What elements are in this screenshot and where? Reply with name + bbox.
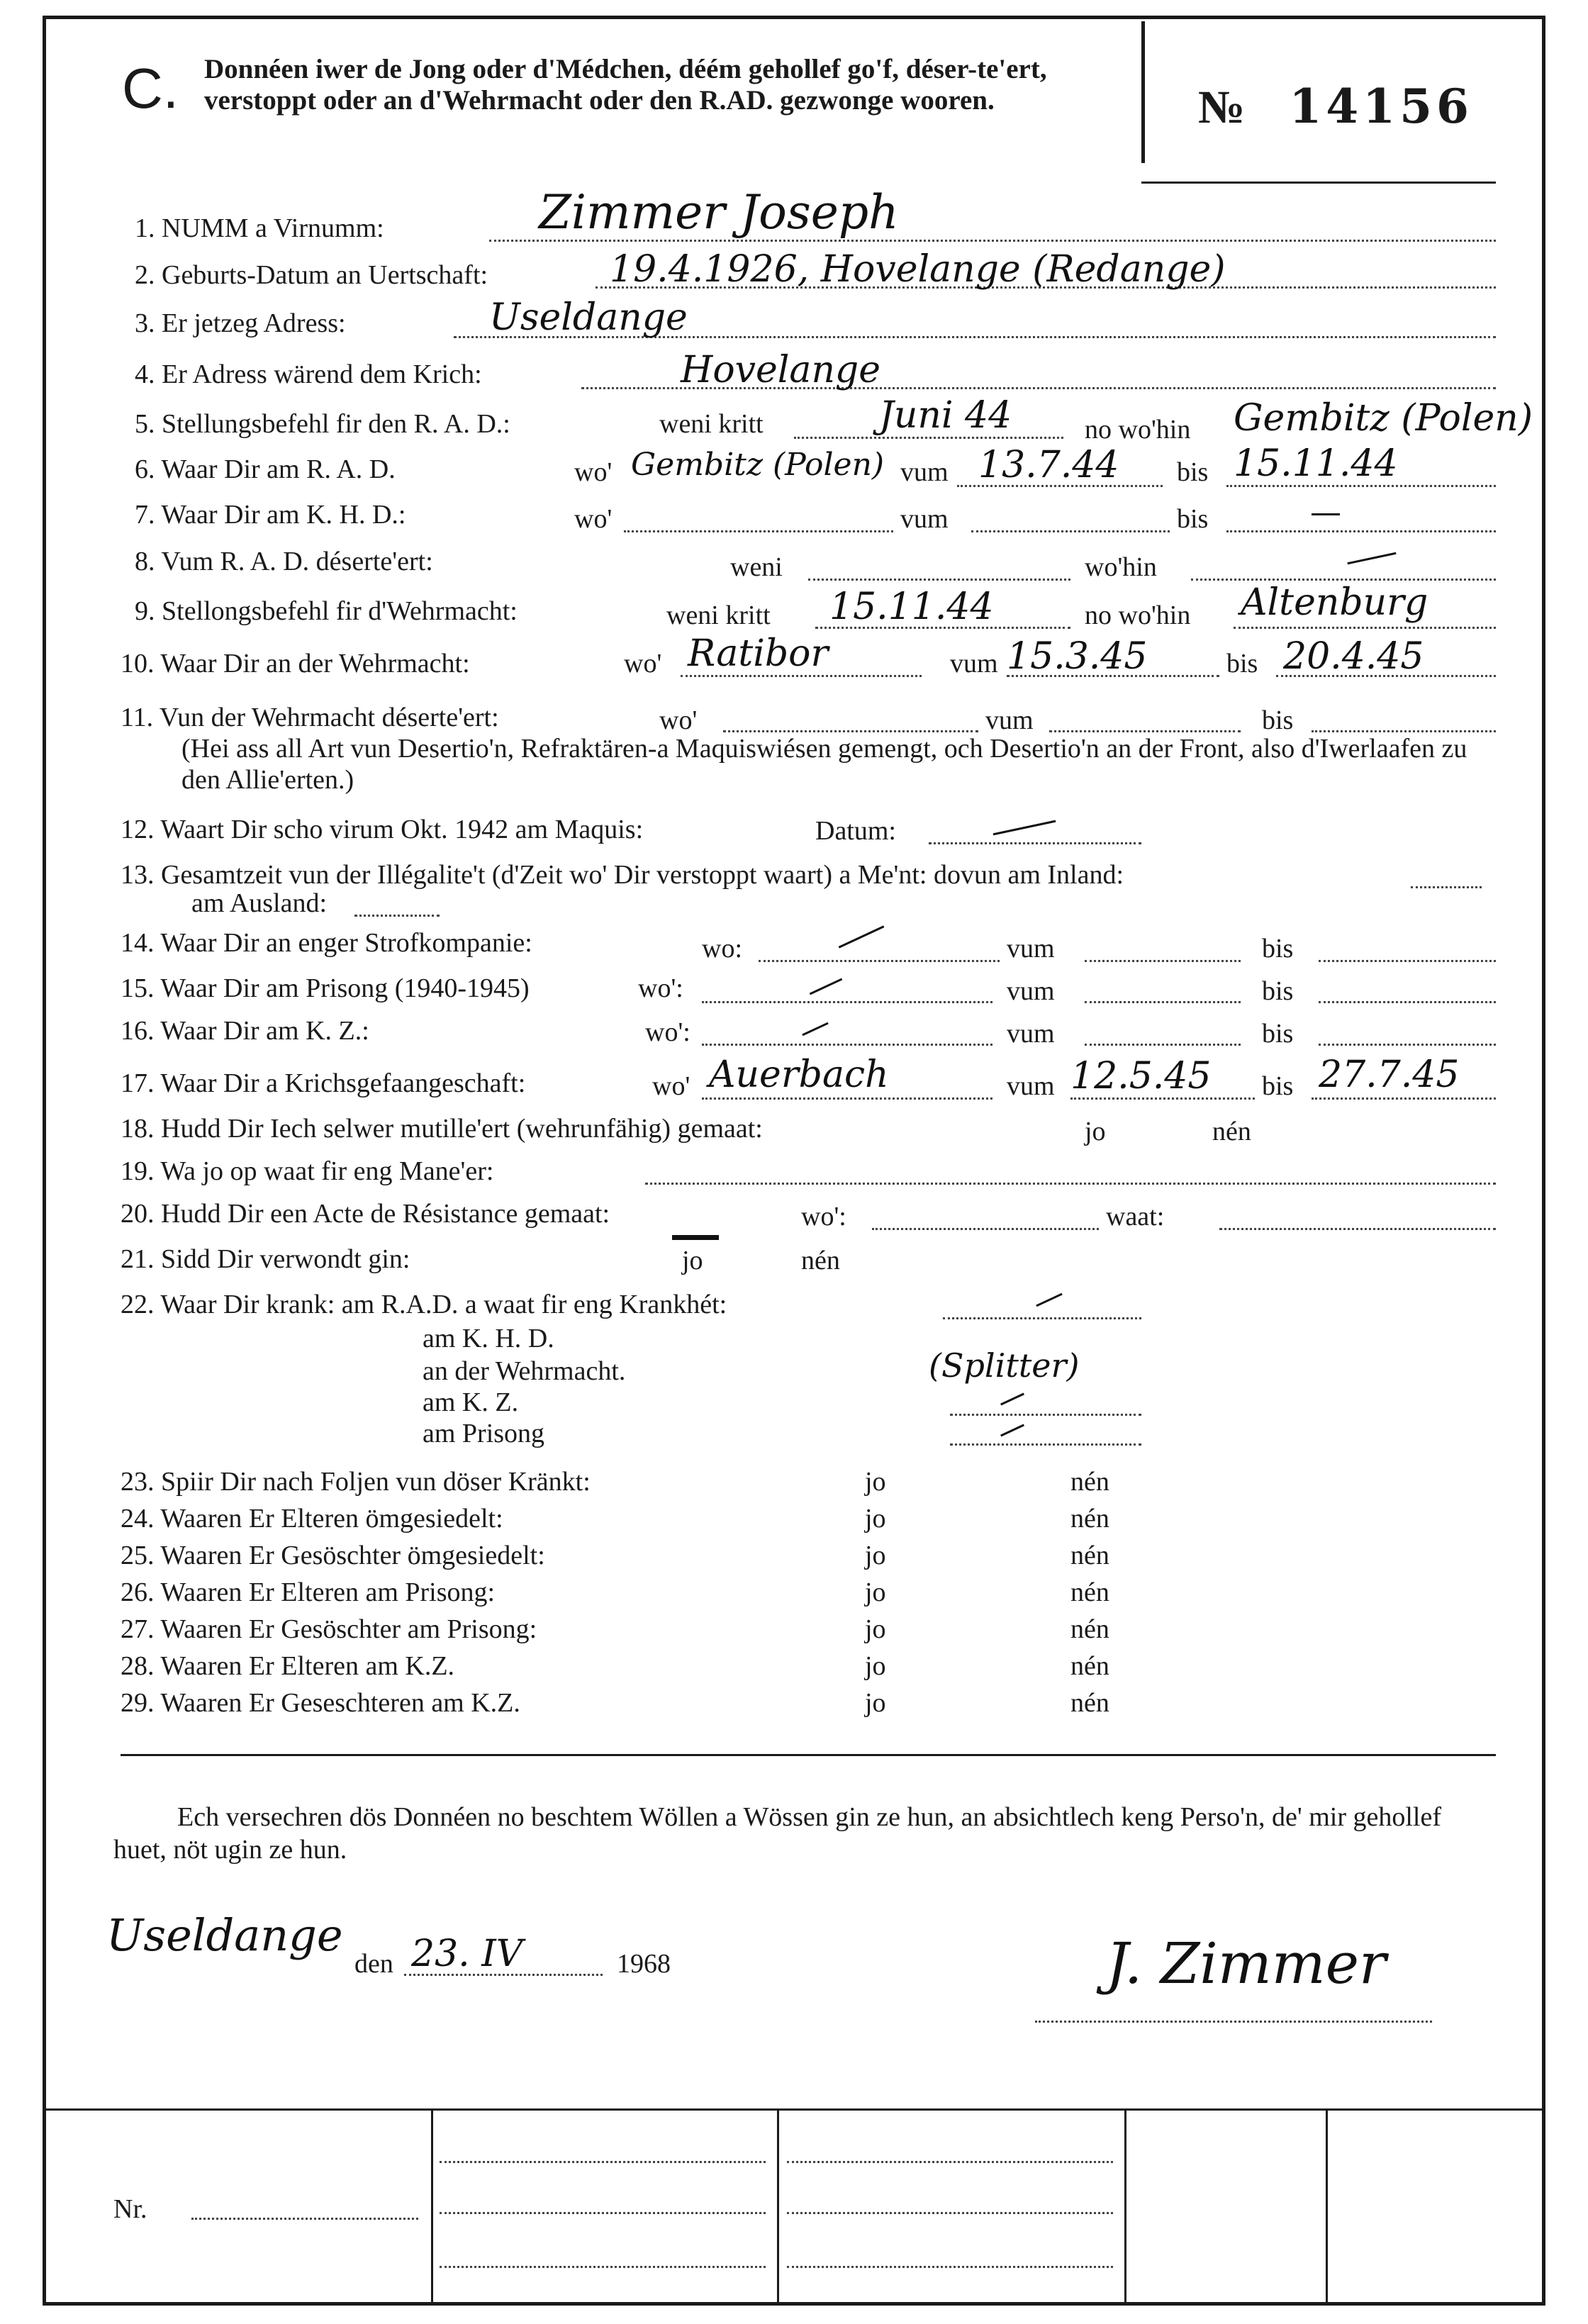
- row-25-label: 25. Waaren Er Gesöschter ömgesiedelt:: [121, 1541, 545, 1570]
- row-6-label: 6. Waar Dir am R. A. D.: [135, 454, 396, 484]
- nr-label: Nr.: [113, 2194, 147, 2224]
- row-9-weni-value: 15.11.44: [829, 586, 994, 628]
- row-3-label: 3. Er jetzeg Adress:: [135, 308, 346, 338]
- row-28-label: 28. Waaren Er Elteren am K.Z.: [121, 1651, 455, 1681]
- grid-cell-line-2[interactable]: [440, 2212, 766, 2214]
- year-text: 1968: [617, 1949, 671, 1979]
- row-10-bis: bis: [1226, 649, 1258, 678]
- row-5-wohin-value: Gembitz (Polen): [1234, 397, 1533, 440]
- row-24-label: 24. Waaren Er Elteren ömgesiedelt:: [121, 1504, 503, 1533]
- grid-col-1: [431, 2108, 433, 2306]
- row-29-jo[interactable]: jo: [865, 1688, 886, 1718]
- row-20-wo-line[interactable]: [872, 1228, 1099, 1230]
- row-8-weni: weni: [730, 552, 783, 582]
- row-15-wo-line[interactable]: [702, 1001, 992, 1003]
- row-12-line[interactable]: [929, 842, 1141, 844]
- grid-col-4: [1326, 2108, 1328, 2306]
- row-7-vum: vum: [900, 504, 949, 534]
- row-10-vum: vum: [950, 649, 998, 678]
- row-17-label: 17. Waar Dir a Krichsgefaangeschaft:: [121, 1068, 526, 1098]
- row-16-vum-line[interactable]: [1085, 1044, 1241, 1046]
- row-11-vum: vum: [985, 705, 1034, 735]
- row-11-label: 11. Vun der Wehrmacht déserte'ert:: [121, 703, 499, 732]
- row-22-wehrmacht: an der Wehrmacht.: [423, 1356, 626, 1386]
- row-26-jo[interactable]: jo: [865, 1577, 886, 1607]
- row-11-bis-line[interactable]: [1312, 730, 1496, 732]
- row-14-bis-line[interactable]: [1319, 960, 1496, 962]
- row-20-label: 20. Hudd Dir een Acte de Résistance gemaat:: [121, 1199, 610, 1229]
- row-27-jo[interactable]: jo: [865, 1614, 886, 1644]
- row-16-wo: wo':: [645, 1017, 690, 1047]
- row-7-label: 7. Waar Dir am K. H. D.:: [135, 500, 406, 530]
- row-7-wo: wo': [574, 504, 613, 534]
- row-5-weni-value: Juni 44: [879, 394, 1012, 437]
- row-22-rad-line[interactable]: [943, 1317, 1141, 1319]
- grid-cell-line-1[interactable]: [440, 2161, 766, 2163]
- row-11-bis: bis: [1262, 705, 1294, 735]
- row-6-vum: vum: [900, 457, 949, 487]
- row-8-wohin: wo'hin: [1085, 552, 1157, 582]
- row-19-label: 19. Wa jo op waat fir eng Mane'er:: [121, 1156, 494, 1186]
- row-8-wohin-line[interactable]: [1191, 579, 1496, 581]
- row-23-label: 23. Spiir Dir nach Foljen vun döser Kränkt:: [121, 1467, 591, 1497]
- row-8-weni-line[interactable]: [808, 579, 1070, 581]
- row-14-vum-line[interactable]: [1085, 960, 1241, 962]
- row-17-vum-value: 12.5.45: [1070, 1055, 1212, 1097]
- row-15-vum-line[interactable]: [1085, 1001, 1241, 1003]
- row-6-bis-value: 15.11.44: [1234, 442, 1398, 485]
- row-7-bis-line[interactable]: [1226, 530, 1496, 532]
- form-title: Donnéen iwer de Jong oder d'Médchen, déém gehollef go'f, déser-te'ert, verstoppt oder an d'Wehrmacht oder den R.AD. gezwonge wooren.: [204, 54, 1047, 116]
- row-11-vum-line[interactable]: [1049, 730, 1241, 732]
- row-6-bis-line[interactable]: [1226, 485, 1496, 487]
- row-17-bis-line[interactable]: [1312, 1097, 1496, 1100]
- row-17-bis-value: 27.7.45: [1319, 1054, 1460, 1096]
- row-12-label: 12. Waart Dir scho virum Okt. 1942 am Maquis:: [121, 815, 644, 844]
- row-16-bis: bis: [1262, 1019, 1294, 1049]
- row-9-wohin-value: Altenburg: [1241, 581, 1428, 624]
- row-17-vum: vum: [1007, 1071, 1055, 1101]
- row-6-wo-value: Gembitz (Polen): [631, 447, 885, 483]
- row-2-label: 2. Geburts-Datum an Uertschaft:: [135, 260, 488, 290]
- row-6-wo: wo': [574, 457, 613, 487]
- row-22-kz: am K. Z.: [423, 1387, 519, 1417]
- row-10-wo-value: Ratibor: [688, 632, 829, 675]
- row-1-label: 1. NUMM a Virnumm:: [135, 213, 384, 243]
- row-14-wo: wo:: [702, 934, 742, 963]
- row-20-wo: wo':: [801, 1202, 846, 1231]
- row-20-waat-line[interactable]: [1219, 1228, 1496, 1230]
- row-24-nen[interactable]: nén: [1070, 1504, 1109, 1533]
- row-10-label: 10. Waar Dir an der Wehrmacht:: [121, 649, 470, 678]
- row-13-label: 13. Gesamtzeit vun der Illégalite't (d'Zeit wo' Dir verstoppt waart) a Me'nt: dovun am Inland:: [121, 860, 1124, 890]
- grid-cell-line-6[interactable]: [787, 2266, 1113, 2268]
- row-12-datum: Datum:: [815, 816, 896, 846]
- row-15-label: 15. Waar Dir am Prisong (1940-1945): [121, 973, 530, 1003]
- row-21-nen[interactable]: nén: [801, 1246, 840, 1275]
- header-divider: [1141, 21, 1145, 163]
- row-21-label: 21. Sidd Dir verwondt gin:: [121, 1244, 410, 1274]
- row-10-wo-line[interactable]: [681, 675, 922, 677]
- row-14-label: 14. Waar Dir an enger Strofkompanie:: [121, 928, 532, 958]
- row-16-wo-line[interactable]: [702, 1044, 992, 1046]
- row-5-wohin: no wo'hin: [1085, 415, 1191, 445]
- place-value: Useldange: [106, 1909, 343, 1961]
- row-11-note: (Hei ass all Art vun Desertio'n, Refraktären-a Maquiswiésen gemengt, och Desertio'n an der Front, also d'Iwerlaafen zu den Allie'erten.): [181, 734, 1467, 795]
- row-29-label: 29. Waaren Er Geseschteren am K.Z.: [121, 1688, 520, 1718]
- row-21-jo-mark: [672, 1235, 719, 1240]
- row-9-wohin-line[interactable]: [1234, 627, 1496, 629]
- grid-col-3: [1124, 2108, 1126, 2306]
- row-10-wo: wo': [624, 649, 662, 678]
- row-15-bis-line[interactable]: [1319, 1001, 1496, 1003]
- row-11-wo: wo': [659, 705, 698, 735]
- row-14-wo-line[interactable]: [759, 960, 1000, 962]
- row-6-bis: bis: [1177, 457, 1209, 487]
- grid-cell-line-4[interactable]: [787, 2161, 1113, 2163]
- row-28-nen[interactable]: nén: [1070, 1651, 1109, 1681]
- row-17-wo: wo': [652, 1071, 690, 1101]
- row-22-khd: am K. H. D.: [423, 1324, 554, 1353]
- row-15-wo: wo':: [638, 973, 683, 1003]
- row-10-vum-value: 15.3.45: [1007, 635, 1148, 678]
- row-22-kz-line[interactable]: [950, 1414, 1141, 1416]
- grid-cell-line-5[interactable]: [787, 2212, 1113, 2214]
- row-3-value: Useldange: [489, 296, 688, 339]
- section-divider: [121, 1754, 1496, 1756]
- row-5-weni-line[interactable]: [794, 437, 1063, 439]
- row-7-vum-line[interactable]: [971, 530, 1170, 532]
- grid-col-2: [777, 2108, 779, 2306]
- row-5-label: 5. Stellungsbefehl fir den R. A. D.:: [135, 409, 510, 439]
- row-8-label: 8. Vum R. A. D. déserte'ert:: [135, 547, 433, 576]
- row-17-bis: bis: [1262, 1071, 1294, 1101]
- row-18-jo[interactable]: jo: [1085, 1117, 1106, 1146]
- row-19-line[interactable]: [645, 1183, 1496, 1185]
- bottom-grid-top: [43, 2108, 1545, 2111]
- row-16-vum: vum: [1007, 1019, 1055, 1049]
- number-value: 14156: [1289, 79, 1473, 134]
- row-15-vum: vum: [1007, 976, 1055, 1006]
- row-22-prisong-line[interactable]: [950, 1443, 1141, 1446]
- row-18-nen[interactable]: nén: [1212, 1117, 1251, 1146]
- row-23-nen[interactable]: nén: [1070, 1467, 1109, 1497]
- date-value: 23. IV: [411, 1933, 523, 1975]
- row-18-label: 18. Hudd Dir Iech selwer mutille'ert (wehrunfähig) gemaat:: [121, 1114, 763, 1144]
- signature-line[interactable]: [1035, 2021, 1432, 2023]
- row-14-bis: bis: [1262, 934, 1294, 963]
- row-4-value: Hovelange: [681, 349, 880, 391]
- row-7-wo-line[interactable]: [624, 530, 893, 532]
- row-6-vum-value: 13.7.44: [978, 444, 1119, 486]
- row-11-wo-line[interactable]: [723, 730, 978, 732]
- section-letter: C.: [122, 57, 179, 120]
- row-22-prisong: am Prisong: [423, 1419, 545, 1448]
- row-4-label: 4. Er Adress wärend dem Krich:: [135, 359, 482, 389]
- row-1-line[interactable]: [489, 240, 1496, 242]
- declaration-text: Ech versechren dös Donnéen no beschtem Wöllen a Wössen gin ze hun, an absichtlech keng Perso'n, de' mir gehollef huet, nöt ugin ze hun.: [113, 1802, 1441, 1865]
- row-16-label: 16. Waar Dir am K. Z.:: [121, 1016, 369, 1046]
- form-number: [1198, 78, 1473, 136]
- row-28-jo[interactable]: jo: [865, 1651, 886, 1681]
- row-22-label: 22. Waar Dir krank: am R.A.D. a waat fir eng Krankhét:: [121, 1290, 727, 1319]
- row-15-bis: bis: [1262, 976, 1294, 1006]
- row-7-dash: [1312, 513, 1340, 515]
- row-7-bis: bis: [1177, 504, 1209, 534]
- row-13-ausland-line[interactable]: [354, 915, 440, 917]
- signature: J. Zimmer: [1106, 1931, 1387, 1996]
- row-27-label: 27. Waaren Er Gesöschter am Prisong:: [121, 1614, 537, 1644]
- header-rule: [1141, 181, 1496, 184]
- row-25-jo[interactable]: jo: [865, 1541, 886, 1570]
- row-24-jo[interactable]: jo: [865, 1504, 886, 1533]
- number-sign: №: [1198, 82, 1247, 133]
- row-1-value: Zimmer Joseph: [539, 185, 899, 240]
- row-22-wehrmacht-value: (Splitter): [929, 1346, 1080, 1385]
- row-13-ausland: am Ausland:: [191, 888, 328, 918]
- row-26-label: 26. Waaren Er Elteren am Prisong:: [121, 1577, 496, 1607]
- row-5-weni: weni kritt: [659, 409, 764, 439]
- row-17-wo-value: Auerbach: [709, 1054, 889, 1096]
- row-9-wohin: no wo'hin: [1085, 600, 1191, 630]
- den-label: den: [354, 1949, 393, 1979]
- row-16-bis-line[interactable]: [1319, 1044, 1496, 1046]
- row-25-nen[interactable]: nén: [1070, 1541, 1109, 1570]
- grid-cell-line-3[interactable]: [440, 2266, 766, 2268]
- row-26-nen[interactable]: nén: [1070, 1577, 1109, 1607]
- row-17-wo-line[interactable]: [702, 1097, 992, 1100]
- row-13-inland-line[interactable]: [1411, 886, 1482, 888]
- row-2-value: 19.4.1926, Hovelange (Redange): [610, 248, 1226, 291]
- row-27-nen[interactable]: nén: [1070, 1614, 1109, 1644]
- nr-line[interactable]: [191, 2218, 418, 2220]
- row-20-waat: waat:: [1106, 1202, 1165, 1231]
- row-9-weni: weni kritt: [666, 600, 771, 630]
- row-14-vum: vum: [1007, 934, 1055, 963]
- row-10-bis-value: 20.4.45: [1283, 635, 1424, 678]
- row-17-vum-line[interactable]: [1070, 1097, 1255, 1100]
- row-29-nen[interactable]: nén: [1070, 1688, 1109, 1718]
- row-9-label: 9. Stellongsbefehl fir d'Wehrmacht:: [135, 596, 518, 626]
- row-23-jo[interactable]: jo: [865, 1467, 886, 1497]
- row-21-jo[interactable]: jo: [682, 1246, 703, 1275]
